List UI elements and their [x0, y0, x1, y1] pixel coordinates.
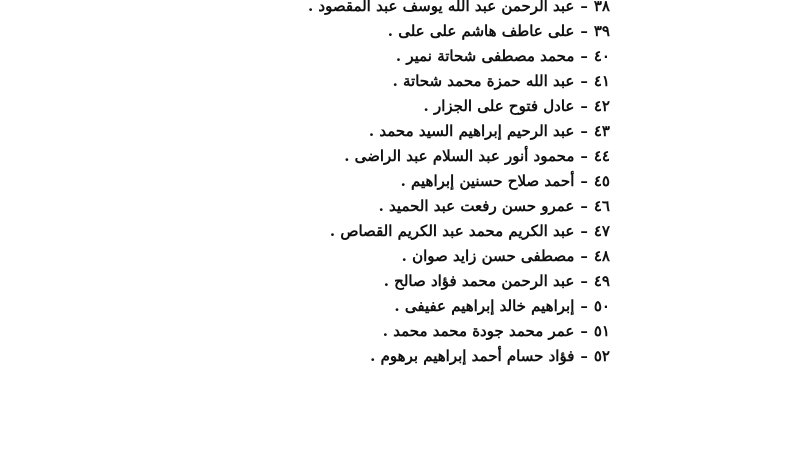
entry-name: عادل فتوح على الجزار .	[423, 97, 575, 115]
entry-name: عبد الله حمزة محمد شحاتة .	[392, 72, 575, 90]
entry-separator: –	[580, 197, 588, 215]
entry-name: عبد الرحيم إبراهيم السيد محمد .	[368, 122, 575, 140]
entry-number: ٥٠	[593, 297, 610, 315]
entry-separator: –	[580, 0, 588, 15]
entry-name: عبد الكريم محمد عبد الكريم القصاص .	[329, 222, 575, 240]
entry-separator: –	[580, 347, 588, 365]
entry-number: ٣٨	[593, 0, 610, 15]
entry-separator: –	[580, 147, 588, 165]
entry-name: مصطفى حسن زايد صوان .	[401, 247, 575, 265]
entry-name: عبد الرحمن محمد فؤاد صالح .	[383, 272, 575, 290]
entry-number: ٤٠	[593, 47, 610, 65]
entry-name: عمرو حسن رفعت عبد الحميد .	[378, 197, 575, 215]
entry-number: ٤٨	[593, 247, 610, 265]
entry-separator: –	[580, 247, 588, 265]
entry-name: عبد الرحمن عبد الله يوسف عبد المقصود .	[307, 0, 575, 15]
entry-number: ٤٥	[593, 172, 610, 190]
entry-separator: –	[580, 222, 588, 240]
entry-name: على عاطف هاشم على على .	[387, 22, 575, 40]
entry-separator: –	[580, 272, 588, 290]
entry-name: فؤاد حسام أحمد إبراهيم برهوم .	[370, 347, 575, 365]
entry-name: عمر محمد جودة محمد محمد .	[382, 322, 575, 340]
entry-number: ٤٣	[593, 122, 610, 140]
entry-number: ٤٩	[593, 272, 610, 290]
entry-number: ٤٤	[593, 147, 610, 165]
entry-number: ٥١	[593, 322, 610, 340]
entry-number: ٤١	[593, 72, 610, 90]
names-list	[170, 0, 610, 372]
list-item	[170, 341, 610, 372]
entry-number: ٤٢	[593, 97, 610, 115]
entry-separator: –	[580, 322, 588, 340]
entry-name: محمد مصطفى شحاتة نمير .	[395, 47, 575, 65]
entry-number: ٤٦	[593, 197, 610, 215]
entry-number: ٣٩	[593, 22, 610, 40]
entry-separator: –	[580, 172, 588, 190]
entry-number: ٤٧	[593, 222, 610, 240]
entry-separator: –	[580, 72, 588, 90]
entry-number: ٥٢	[593, 347, 610, 365]
entry-separator: –	[580, 297, 588, 315]
entry-name: محمود أنور عبد السلام عبد الراضى .	[344, 147, 575, 165]
entry-name: أحمد صلاح حسنين إبراهيم .	[400, 172, 575, 190]
entry-separator: –	[580, 22, 588, 40]
entry-separator: –	[580, 97, 588, 115]
entry-separator: –	[580, 47, 588, 65]
entry-name: إبراهيم خالد إبراهيم عفيفى .	[394, 297, 575, 315]
entry-separator: –	[580, 122, 588, 140]
